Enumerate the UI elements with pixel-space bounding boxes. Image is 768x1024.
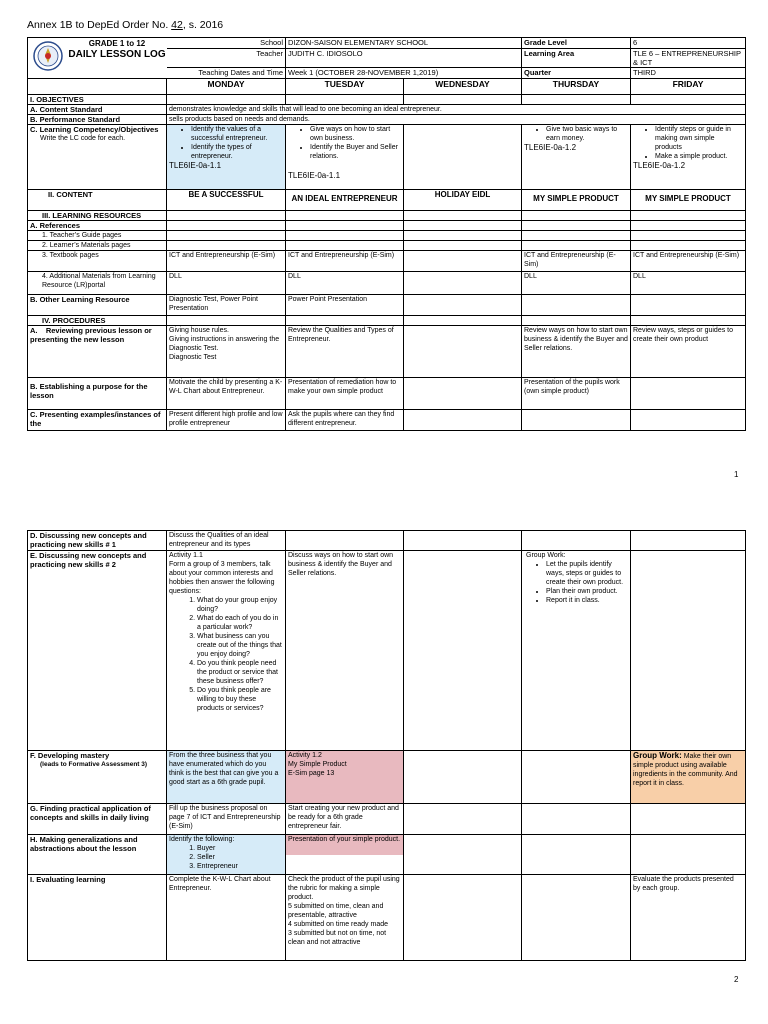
question-item: 4. Do you think people need the product or service that these business offer? xyxy=(197,659,283,686)
competency-label-cell xyxy=(28,125,167,190)
reviewing-monday: Giving house rules. Giving instructions in answering the Diagnostic Test. Diagnostic Test xyxy=(167,326,286,378)
activity-instructions: Activity 1.1 Form a group of 3 members, talk about your common interests and hobbies then answer the following questions: xyxy=(169,552,275,595)
teachers-guide-label: 1. Teacher’s Guide pages xyxy=(28,231,167,241)
group-work-item: • Report it in class. xyxy=(546,596,628,605)
learning-area-value: TLE 6 – ENTREPRENEURSHIP & ICT xyxy=(631,49,746,68)
content-tuesday: AN IDEAL ENTREPRENEUR xyxy=(286,190,404,211)
competency-monday xyxy=(167,125,286,190)
additional-friday: DLL xyxy=(631,272,746,295)
competency-code: TLE6IE-0a-1.2 xyxy=(524,143,577,152)
reviewing-tuesday: Review the Qualities and Types of Entrepreneur. xyxy=(286,326,404,378)
evaluating-friday: Evaluate the products presented by each group. xyxy=(631,875,746,961)
competency-thursday xyxy=(522,125,631,190)
school-label: School xyxy=(167,38,286,49)
additional-thursday: DLL xyxy=(522,272,631,295)
reviewing-thursday: Review ways on how to start own business & identify the Buyer and Seller relations. xyxy=(522,326,631,378)
mastery-label-cell xyxy=(28,751,167,804)
dates-value: Week 1 (OCTOBER 28-NOVEMBER 1,2019) xyxy=(286,68,522,79)
group-work-heading: Group Work: xyxy=(526,552,566,559)
day-wednesday: WEDNESDAY xyxy=(404,79,522,95)
textbook-label: 3. Textbook pages xyxy=(28,251,167,272)
question-item: 1. What do your group enjoy doing? xyxy=(197,596,283,614)
question-item: 3. What business can you create out of the things that you enjoy doing? xyxy=(197,632,283,659)
learners-materials-label: 2. Learner’s Materials pages xyxy=(28,241,167,251)
annex-line xyxy=(27,19,223,31)
page-number-1: 1 xyxy=(734,470,739,479)
discussing-1-monday: Discuss the Qualities of an ideal entrepreneur and its types xyxy=(167,531,286,551)
content-monday: BE A SUCCESSFUL xyxy=(167,190,286,211)
competency-item: • Identify the Buyer and Seller relations. xyxy=(310,143,401,161)
log-title: DAILY LESSON LOG xyxy=(68,49,166,60)
teacher-value: JUDITH C. IDIOSOLO xyxy=(286,49,522,68)
competency-item: • Give two basic ways to earn money. xyxy=(546,125,628,143)
evaluating-label: I. Evaluating learning xyxy=(28,875,167,961)
performance-standard-text: sells products based on needs and demands. xyxy=(167,115,746,125)
days-corner xyxy=(28,79,167,95)
procedures-heading: IV. PROCEDURES xyxy=(28,316,167,326)
competency-item: • Identify steps or guide in making own simple products xyxy=(655,125,743,152)
discussing-1-label: D. Discussing new concepts and practicing new skills # 1 xyxy=(28,531,167,551)
mastery-tuesday: Activity 1.2 My Simple Product E-Sim page 13 xyxy=(286,751,404,804)
textbook-monday: ICT and Entrepreneurship (E-Sim) xyxy=(167,251,286,272)
group-work-item: • Plan their own product. xyxy=(546,587,628,596)
presenting-monday: Present different high profile and low profile entrepreneur xyxy=(167,410,286,431)
objectives-heading: I. OBJECTIVES xyxy=(28,95,167,105)
day-thursday: THURSDAY xyxy=(522,79,631,95)
annex-suffix: , s. 2016 xyxy=(182,19,224,31)
additional-monday: DLL xyxy=(167,272,286,295)
school-value: DIZON-SAISON ELEMENTARY SCHOOL xyxy=(286,38,522,49)
annex-prefix: Annex 1B to DepEd Order No. xyxy=(27,19,172,31)
lesson-log-page-1 xyxy=(27,37,746,431)
content-wednesday: HOLIDAY EIDL xyxy=(404,190,522,211)
discussing-2-monday xyxy=(167,551,286,751)
mastery-friday-text: Make their own simple product using available ingredients in the community. And report it in class. xyxy=(633,753,738,787)
content-friday: MY SIMPLE PRODUCT xyxy=(631,190,746,211)
grade-level-value: 6 xyxy=(631,38,746,49)
question-item: 5. Do you think people are willing to buy these products or services? xyxy=(197,686,283,713)
mastery-monday: From the three business that you have enumerated which do you think is the best that can give you a good start as a 6th grade pupil. xyxy=(167,751,286,804)
competency-item: • Identify the values of a successful entrepreneur. xyxy=(191,125,283,143)
competency-friday xyxy=(631,125,746,190)
evaluating-tuesday: Check the product of the pupil using the rubric for making a simple product. 5 submitted on time, clean and presentable, attractive 4 submitted on time ready made 3 submitted but not on time, not clean and not attractive xyxy=(286,875,404,961)
reviewing-friday: Review ways, steps or guides to create their own product xyxy=(631,326,746,378)
performance-standard-label: B. Performance Standard xyxy=(28,115,167,125)
discussing-2-thursday xyxy=(522,551,631,751)
application-tuesday: Start creating your new product and be ready for a 6th grade entrepreneur fair. xyxy=(286,804,404,835)
dates-label: Teaching Dates and Time xyxy=(167,68,286,79)
mastery-friday xyxy=(631,751,746,804)
competency-item: • Make a simple product. xyxy=(655,152,743,161)
mastery-label: F. Developing mastery xyxy=(30,751,110,760)
day-monday: MONDAY xyxy=(167,79,286,95)
reviewing-label: A. Reviewing previous lesson or presenting the new lesson xyxy=(28,326,167,378)
order-number: 42 xyxy=(171,19,183,31)
presenting-tuesday: Ask the pupils where can they find different entrepreneur. xyxy=(286,410,404,431)
day-tuesday: TUESDAY xyxy=(286,79,404,95)
textbook-thursday: ICT and Entrepreneurship (E-Sim) xyxy=(522,251,631,272)
identify-heading: Identify the following: xyxy=(169,836,235,843)
content-standard-text: demonstrates knowledge and skills that will lead to one becoming an ideal entrepreneur. xyxy=(167,105,746,115)
competency-label: C. Learning Competency/Objectives xyxy=(30,125,159,134)
competency-sub: Write the LC code for each. xyxy=(40,135,126,142)
identify-item: 2. Seller xyxy=(197,853,283,862)
additional-materials-label: 4. Additional Materials from Learning Resource (LR)portal xyxy=(28,272,167,295)
competency-item: • Identify the types of entrepreneur. xyxy=(191,143,283,161)
other-resources-label: B. Other Learning Resource xyxy=(28,295,167,316)
day-friday: FRIDAY xyxy=(631,79,746,95)
generalization-tuesday xyxy=(286,835,404,875)
competency-code: TLE6IE-0a-1.1 xyxy=(288,171,341,180)
quarter-label: Quarter xyxy=(522,68,631,79)
purpose-thursday: Presentation of the pupils work (own simple product) xyxy=(522,378,631,410)
discussing-2-tuesday: Discuss ways on how to start own business & identify the Buyer and Seller relations. xyxy=(286,551,404,751)
deped-seal-icon xyxy=(33,41,63,71)
learning-area-label: Learning Area xyxy=(522,49,631,68)
application-label: G. Finding practical application of concepts and skills in daily living xyxy=(28,804,167,835)
identify-item: 3. Entrepreneur xyxy=(197,862,283,871)
textbook-tuesday: ICT and Entrepreneurship (E-Sim) xyxy=(286,251,404,272)
grade-level-label: Grade Level xyxy=(522,38,631,49)
competency-code: TLE6IE-0a-1.2 xyxy=(633,161,686,170)
lesson-log-page-2 xyxy=(27,530,746,961)
competency-wednesday xyxy=(404,125,522,190)
purpose-monday: Motivate the child by presenting a K-W-L Chart about Entrepreneur. xyxy=(167,378,286,410)
presenting-label: C. Presenting examples/instances of the xyxy=(28,410,167,431)
resources-heading: III. LEARNING RESOURCES xyxy=(28,211,167,221)
competency-tuesday xyxy=(286,125,404,190)
references-label: A. References xyxy=(28,221,167,231)
content-label: II. CONTENT xyxy=(28,190,167,211)
generalization-monday xyxy=(167,835,286,875)
presentation-text: Presentation of your simple product. xyxy=(286,835,403,855)
competency-item: • Give ways on how to start own business. xyxy=(310,125,401,143)
purpose-label: B. Establishing a purpose for the lesson xyxy=(28,378,167,410)
content-standard-label: A. Content Standard xyxy=(28,105,167,115)
title-block xyxy=(68,39,166,61)
discussing-2-label: E. Discussing new concepts and practicing new skills # 2 xyxy=(28,551,167,751)
textbook-friday: ICT and Entrepreneurship (E-Sim) xyxy=(631,251,746,272)
evaluating-monday: Complete the K-W-L Chart about Entrepreneur. xyxy=(167,875,286,961)
content-thursday: MY SIMPLE PRODUCT xyxy=(522,190,631,211)
additional-tuesday: DLL xyxy=(286,272,404,295)
teacher-label: Teacher xyxy=(167,49,286,68)
identify-item: 1. Buyer xyxy=(197,844,283,853)
grade-range: GRADE 1 to 12 xyxy=(88,39,146,48)
group-work-item: • Let the pupils identify ways, steps or guides to create their own product. xyxy=(546,560,628,587)
purpose-tuesday: Presentation of remediation how to make your own simple product xyxy=(286,378,404,410)
other-resources-tuesday: Power Point Presentation xyxy=(286,295,404,316)
application-monday: Fill up the business proposal on page 7 of ICT and Entrepreneurship (E-Sim) xyxy=(167,804,286,835)
other-resources-monday: Diagnostic Test, Power Point Presentation xyxy=(167,295,286,316)
mastery-sub: (leads to Formative Assessment 3) xyxy=(40,761,148,768)
question-item: 2. What do each of you do in a particular work? xyxy=(197,614,283,632)
generalization-label: H. Making generalizations and abstractions about the lesson xyxy=(28,835,167,875)
quarter-value: THIRD xyxy=(631,68,746,79)
group-work-label: Group Work: xyxy=(633,751,682,760)
page-number-2: 2 xyxy=(734,975,739,984)
competency-code: TLE6IE-0a-1.1 xyxy=(169,161,222,170)
